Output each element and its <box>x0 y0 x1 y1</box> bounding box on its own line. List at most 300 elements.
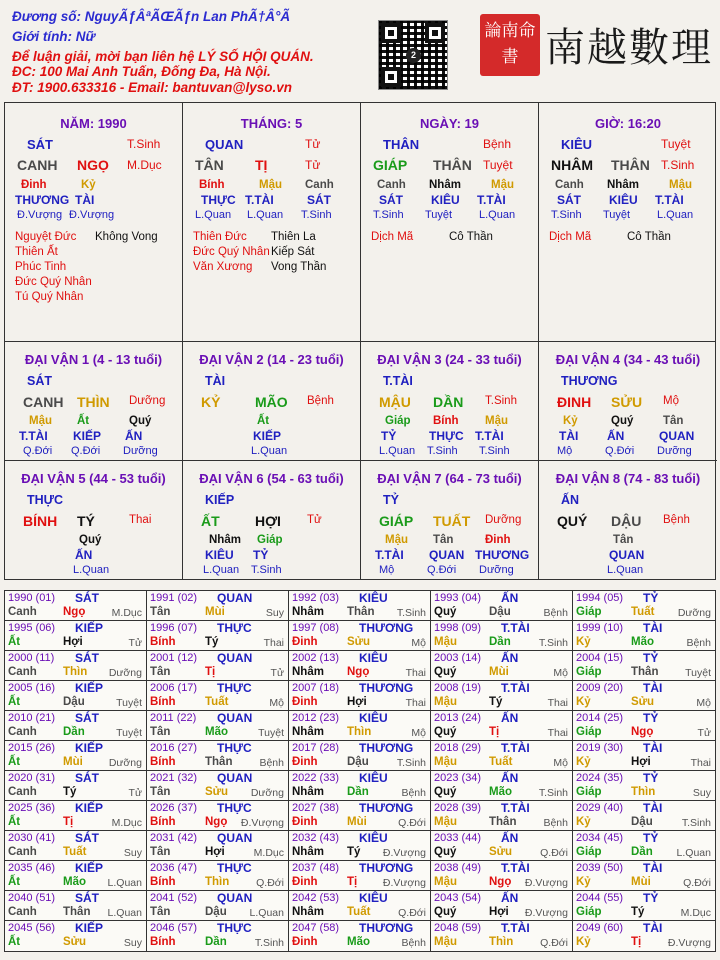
hidden-ten-god: QUAN <box>609 548 645 562</box>
year-cell[interactable] <box>147 681 289 711</box>
year-cell[interactable] <box>289 591 431 621</box>
year-stem: Nhâm <box>292 666 324 678</box>
hidden-state: L.Quan <box>195 209 232 221</box>
year-label: 2041 (52) <box>150 892 198 904</box>
pillar-stem-state: T.Sinh <box>127 137 161 151</box>
year-state: Đ.Vượng <box>667 937 711 949</box>
year-state: Suy <box>692 787 711 799</box>
year-cell[interactable] <box>5 651 147 681</box>
year-stem: Bính <box>150 876 176 888</box>
year-cell[interactable] <box>573 831 715 861</box>
year-cell[interactable] <box>5 621 147 651</box>
year-cell[interactable] <box>5 741 147 771</box>
year-cell[interactable] <box>289 741 431 771</box>
pillar-stem: CANH <box>17 157 58 173</box>
year-state: Mộ <box>553 667 568 679</box>
hidden-ten-god: TÀI <box>75 193 95 207</box>
year-stem: Kỷ <box>576 876 591 888</box>
year-stem: Giáp <box>576 786 602 798</box>
year-branch: Sửu <box>63 936 87 948</box>
year-stem: Tân <box>150 666 171 678</box>
pillar-branch-state: T.Sinh <box>661 158 695 172</box>
year-branch: Tuất <box>631 606 655 618</box>
year-branch: Dần <box>489 636 511 648</box>
year-cell[interactable] <box>431 831 573 861</box>
year-cell[interactable] <box>573 921 715 951</box>
hidden-stem: Quý <box>79 534 102 546</box>
year-state: Dưỡng <box>108 757 142 769</box>
year-cell[interactable] <box>289 891 431 921</box>
dai-van-4[interactable] <box>539 342 717 461</box>
shensha-left: Đức Quý Nhân <box>193 246 270 258</box>
year-cell[interactable] <box>431 921 573 951</box>
hidden-ten-god: KIÊU <box>205 548 234 562</box>
hidden-stem: Tân <box>433 534 454 546</box>
year-branch: Hợi <box>347 696 367 708</box>
year-ten-god: ẤN <box>501 891 519 905</box>
dai-van-stem: MẬU <box>379 394 411 410</box>
year-label: 2021 (32) <box>150 772 198 784</box>
year-cell[interactable] <box>573 741 715 771</box>
dai-van-stem: QUÝ <box>557 513 588 529</box>
year-branch: Tị <box>63 816 74 828</box>
year-ten-god: TỶ <box>643 831 659 845</box>
year-ten-god: THƯƠNG <box>359 861 414 875</box>
year-label: 2005 (16) <box>8 682 56 694</box>
year-branch: Mão <box>347 936 370 948</box>
dai-van-state: Bệnh <box>663 514 690 526</box>
dai-van-ten-god: THƯƠNG <box>561 374 618 388</box>
year-label: 1999 (10) <box>576 622 624 634</box>
year-branch: Thân <box>205 756 233 768</box>
year-cell[interactable] <box>573 681 715 711</box>
year-stem: Giáp <box>576 846 602 858</box>
dai-van-2[interactable] <box>183 342 361 461</box>
year-branch: Mùi <box>631 876 651 888</box>
year-label: 2002 (13) <box>292 652 340 664</box>
year-state: Mộ <box>269 697 284 709</box>
year-label: 2037 (48) <box>292 862 340 874</box>
year-label: 1998 (09) <box>434 622 482 634</box>
year-cell[interactable] <box>289 771 431 801</box>
dai-van-ten-god: ẤN <box>561 493 580 507</box>
pillar-stem: NHÂM <box>551 157 593 173</box>
year-cell[interactable] <box>5 921 147 951</box>
year-cell[interactable] <box>573 891 715 921</box>
hidden-state: T.Sinh <box>427 445 458 457</box>
year-cell[interactable] <box>431 621 573 651</box>
year-branch: Ngọ <box>631 726 654 738</box>
year-branch: Dần <box>63 726 85 738</box>
year-branch: Tuất <box>205 696 229 708</box>
year-cell[interactable] <box>431 801 573 831</box>
dai-van-state: Dưỡng <box>485 514 522 526</box>
year-ten-god: TỶ <box>643 711 659 725</box>
year-ten-god: TÀI <box>643 921 663 935</box>
year-label: 2046 (57) <box>150 922 198 934</box>
year-state: Tuyệt <box>116 727 142 739</box>
year-branch: Dậu <box>205 906 227 918</box>
hidden-ten-god: KIẾP <box>253 429 282 443</box>
hidden-ten-god: ẤN <box>75 548 93 562</box>
year-label: 2017 (28) <box>292 742 340 754</box>
year-cell[interactable] <box>431 771 573 801</box>
hidden-state: T.Sinh <box>301 209 332 221</box>
year-cell[interactable] <box>573 591 715 621</box>
year-stem: Canh <box>8 606 37 618</box>
address: ĐC: 100 Mai Anh Tuấn, Đống Đa, Hà Nội. <box>12 64 271 79</box>
hidden-state: L.Quan <box>607 564 644 576</box>
year-cell[interactable] <box>289 861 431 891</box>
year-cell[interactable] <box>431 711 573 741</box>
year-branch: Ngọ <box>347 666 370 678</box>
pillar-ten-god: QUAN <box>205 137 244 152</box>
year-state: Mộ <box>411 637 426 649</box>
year-cell[interactable] <box>5 771 147 801</box>
year-cell[interactable] <box>289 801 431 831</box>
dai-van-title: ĐẠI VẬN 6 (54 - 63 tuổi) <box>199 471 344 486</box>
year-cell[interactable] <box>5 711 147 741</box>
year-cell[interactable] <box>147 831 289 861</box>
year-label: 2007 (18) <box>292 682 340 694</box>
year-cell[interactable] <box>5 591 147 621</box>
year-stem: Quý <box>434 786 457 798</box>
year-state: T.Sinh <box>538 637 568 649</box>
year-branch: Thìn <box>489 936 514 948</box>
year-stem: Tân <box>150 786 171 798</box>
dai-van-stem: ĐINH <box>557 394 592 410</box>
year-cell[interactable] <box>147 741 289 771</box>
year-ten-god: SÁT <box>75 711 99 725</box>
year-cell[interactable] <box>431 891 573 921</box>
year-cell[interactable] <box>431 651 573 681</box>
year-state: Dưỡng <box>250 787 284 799</box>
year-label: 2008 (19) <box>434 682 482 694</box>
dai-van-stem: CANH <box>23 394 64 410</box>
dai-van-ten-god: SÁT <box>27 374 52 388</box>
pillar-ten-god: THÂN <box>383 137 420 152</box>
year-stem: Bính <box>150 756 176 768</box>
year-stem: Kỷ <box>576 636 591 648</box>
shensha-left: Thiên Đức <box>193 231 247 243</box>
dai-van-branch: SỬU <box>611 394 643 410</box>
dai-van-title: ĐẠI VẬN 1 (4 - 13 tuổi) <box>24 352 163 367</box>
shensha-left: Văn Xương <box>193 261 253 273</box>
year-cell[interactable] <box>147 651 289 681</box>
dai-van-branch: THÌN <box>77 394 110 410</box>
pillar-title: THÁNG: 5 <box>240 116 303 131</box>
pillar-branch: THÂN <box>433 157 472 173</box>
hidden-ten-god: SÁT <box>557 193 581 207</box>
year-ten-god: KIẾP <box>75 921 104 935</box>
year-cell[interactable] <box>147 921 289 951</box>
year-ten-god: ẤN <box>501 651 519 665</box>
year-branch: Hợi <box>63 636 83 648</box>
year-branch: Sửu <box>347 636 371 648</box>
year-state: Đ.Vượng <box>382 877 426 889</box>
year-state: Thai <box>263 637 284 649</box>
year-ten-god: TỶ <box>643 651 659 665</box>
year-cell[interactable] <box>147 861 289 891</box>
dai-van-3[interactable] <box>361 342 539 461</box>
hidden-stem: Quý <box>129 415 152 427</box>
year-ten-god: TÀI <box>643 681 663 695</box>
year-branch: Mùi <box>63 756 83 768</box>
hidden-ten-god: KIẾP <box>73 429 102 443</box>
year-stem: Kỷ <box>576 756 591 768</box>
year-branch: Ngọ <box>63 606 86 618</box>
year-ten-god: ẤN <box>501 831 519 845</box>
year-ten-god: ẤN <box>501 771 519 785</box>
year-label: 1992 (03) <box>292 592 340 604</box>
year-branch: Thân <box>631 666 659 678</box>
dai-van-grid <box>4 342 716 580</box>
hidden-state: T.Sinh <box>373 209 404 221</box>
year-branch: Tý <box>63 786 77 798</box>
year-branch: Sửu <box>205 786 229 798</box>
year-stem: Giáp <box>576 906 602 918</box>
dai-van-branch: TÝ <box>77 513 95 529</box>
year-branch: Dậu <box>347 756 369 768</box>
year-state: T.Sinh <box>538 787 568 799</box>
year-stem: Canh <box>8 726 37 738</box>
dai-van-7[interactable] <box>361 461 539 580</box>
year-cell[interactable] <box>147 591 289 621</box>
year-state: L.Quan <box>249 907 284 919</box>
year-label: 2026 (37) <box>150 802 198 814</box>
year-stem: Mậu <box>434 756 457 768</box>
year-branch: Tị <box>205 666 216 678</box>
dai-van-state: Tử <box>307 514 322 526</box>
year-cell[interactable] <box>147 891 289 921</box>
year-state: Suy <box>265 607 284 619</box>
hidden-state: T.Sinh <box>479 445 510 457</box>
year-stem: Nhâm <box>292 606 324 618</box>
phone-email: ĐT: 1900.633316 - Email: bantuvan@lyso.vn <box>12 80 293 95</box>
shensha-right: Không Vong <box>95 231 158 243</box>
dai-van-title: ĐẠI VẬN 5 (44 - 53 tuổi) <box>21 471 166 486</box>
hidden-stem: Ất <box>77 415 90 427</box>
year-cell[interactable] <box>573 621 715 651</box>
year-label: 2039 (50) <box>576 862 624 874</box>
year-branch: Tý <box>631 906 645 918</box>
year-cell[interactable] <box>147 711 289 741</box>
year-label: 1996 (07) <box>150 622 198 634</box>
dai-van-branch: MÃO <box>255 394 288 410</box>
shensha-left: Đức Quý Nhân <box>15 276 92 288</box>
shensha-right: Vong Thần <box>271 261 327 273</box>
year-label: 2048 (59) <box>434 922 482 934</box>
year-state: M.Dục <box>111 817 142 829</box>
year-stem: Ất <box>8 636 21 648</box>
year-cell[interactable] <box>147 771 289 801</box>
year-stem: Canh <box>8 906 37 918</box>
hidden-ten-god: TỶ <box>381 429 397 443</box>
year-state: Tử <box>697 727 711 739</box>
year-label: 1994 (05) <box>576 592 624 604</box>
year-branch: Tý <box>205 636 219 648</box>
hidden-stem: Canh <box>377 179 406 191</box>
dai-van-branch: HỢI <box>255 513 281 529</box>
year-cell[interactable] <box>5 801 147 831</box>
year-cell[interactable] <box>289 711 431 741</box>
year-branch: Dần <box>205 936 227 948</box>
year-state: Q.Đới <box>256 877 284 889</box>
year-stem: Mậu <box>434 876 457 888</box>
year-stem: Giáp <box>576 666 602 678</box>
pillar-title: NĂM: 1990 <box>60 116 127 131</box>
year-cell[interactable] <box>5 831 147 861</box>
year-ten-god: T.TÀI <box>501 921 530 935</box>
dai-van-8[interactable] <box>539 461 717 580</box>
year-state: Bệnh <box>401 787 426 799</box>
shensha-right: Cô Thần <box>449 231 493 243</box>
year-state: Q.Đới <box>398 907 426 919</box>
year-stem: Bính <box>150 696 176 708</box>
year-cell[interactable] <box>573 801 715 831</box>
year-cell[interactable] <box>289 651 431 681</box>
year-state: Mộ <box>553 757 568 769</box>
year-branch: Sửu <box>489 846 513 858</box>
pillar-branch: NGỌ <box>77 157 109 173</box>
year-cell[interactable] <box>5 891 147 921</box>
year-ten-god: TỶ <box>643 591 659 605</box>
year-label: 2028 (39) <box>434 802 482 814</box>
red-seal-logo: 論南命書 <box>480 14 540 76</box>
hidden-state: Dưỡng <box>479 564 514 576</box>
year-cell[interactable] <box>573 771 715 801</box>
year-cell[interactable] <box>431 681 573 711</box>
year-stem: Đinh <box>292 756 318 768</box>
year-cell[interactable] <box>573 711 715 741</box>
pillar-branch: TỊ <box>255 157 268 173</box>
year-stem: Quý <box>434 666 457 678</box>
hidden-stem: Mậu <box>491 179 514 191</box>
year-label: 2016 (27) <box>150 742 198 754</box>
year-stem: Tân <box>150 606 171 618</box>
hidden-stem: Mậu <box>29 415 52 427</box>
year-label: 2033 (44) <box>434 832 482 844</box>
year-cell[interactable] <box>431 741 573 771</box>
year-branch: Ngọ <box>205 816 228 828</box>
contact-note: Để luận giải, mời bạn liên hệ LÝ SỐ HỘI QUÁN. <box>12 49 314 64</box>
year-ten-god: QUAN <box>217 891 253 905</box>
year-label: 2043 (54) <box>434 892 482 904</box>
pillar-stem-state: Tử <box>305 137 321 151</box>
year-cell[interactable] <box>431 591 573 621</box>
shensha-left: Tú Quý Nhân <box>15 291 84 303</box>
year-ten-god: KIẾP <box>75 681 104 695</box>
year-cell[interactable] <box>289 681 431 711</box>
hidden-ten-god: T.TÀI <box>655 193 684 207</box>
hidden-stem: Mậu <box>485 415 508 427</box>
hidden-stem: Nhâm <box>209 534 241 546</box>
shensha-right: Thiên La <box>271 231 316 243</box>
year-branch: Mão <box>631 636 654 648</box>
year-branch: Tuất <box>63 846 87 858</box>
shensha-left: Phúc Tinh <box>15 261 67 273</box>
year-stem: Canh <box>8 666 37 678</box>
year-state: Bệnh <box>259 757 284 769</box>
year-label: 2013 (24) <box>434 712 482 724</box>
year-stem: Bính <box>150 636 176 648</box>
year-cell[interactable] <box>289 621 431 651</box>
year-cell[interactable] <box>573 861 715 891</box>
pillar-stem-state: Bệnh <box>483 137 512 151</box>
hidden-state: Mộ <box>379 564 395 576</box>
year-label: 2042 (53) <box>292 892 340 904</box>
year-cell[interactable] <box>5 681 147 711</box>
dai-van-1[interactable] <box>5 342 183 461</box>
year-state: Tử <box>128 637 142 649</box>
year-cell[interactable] <box>289 831 431 861</box>
hidden-state: Dưỡng <box>657 445 692 457</box>
year-label: 2036 (47) <box>150 862 198 874</box>
hidden-stem: Tân <box>663 415 684 427</box>
dai-van-stem: GIÁP <box>379 513 414 529</box>
hidden-ten-god: KIÊU <box>431 193 460 207</box>
hidden-ten-god: T.TÀI <box>475 429 504 443</box>
hidden-state: T.Sinh <box>551 209 582 221</box>
hidden-state: L.Quan <box>247 209 284 221</box>
year-branch: Tị <box>347 876 358 888</box>
year-ten-god: KIÊU <box>359 711 388 725</box>
header <box>0 0 720 100</box>
year-ten-god: THƯƠNG <box>359 741 414 755</box>
year-ten-god: THỰC <box>217 921 252 935</box>
dai-van-ten-god: KIẾP <box>205 493 235 507</box>
dai-van-5[interactable] <box>5 461 183 580</box>
pillar-title: GIỜ: 16:20 <box>594 116 661 131</box>
year-stem: Đinh <box>292 876 318 888</box>
hidden-ten-god: ẤN <box>607 429 625 443</box>
hidden-stem: Quý <box>611 415 634 427</box>
hidden-state: L.Quan <box>479 209 516 221</box>
year-ten-god: ẤN <box>501 711 519 725</box>
dai-van-branch: TUẤT <box>433 513 471 529</box>
year-label: 2045 (56) <box>8 922 56 934</box>
year-state: M.Dục <box>253 847 284 859</box>
pillar-branch-state: Tuyệt <box>483 158 513 172</box>
year-cell[interactable] <box>147 801 289 831</box>
hidden-state: L.Quan <box>657 209 694 221</box>
year-cell[interactable] <box>147 621 289 651</box>
year-stem: Tân <box>150 726 171 738</box>
year-branch: Tị <box>489 726 500 738</box>
year-label: 2044 (55) <box>576 892 624 904</box>
dai-van-6[interactable] <box>183 461 361 580</box>
hidden-state: L.Quan <box>73 564 110 576</box>
year-cell[interactable] <box>431 861 573 891</box>
year-label: 2022 (33) <box>292 772 340 784</box>
year-ten-god: THỰC <box>217 741 252 755</box>
pillar-stem: GIÁP <box>373 157 408 173</box>
year-ten-god: THỰC <box>217 861 252 875</box>
year-stem: Canh <box>8 846 37 858</box>
qr-code-icon[interactable]: 2 <box>378 20 448 90</box>
year-cell[interactable] <box>5 861 147 891</box>
year-ten-god: KIẾP <box>75 741 104 755</box>
hidden-ten-god: KIÊU <box>609 193 638 207</box>
year-cell[interactable] <box>289 921 431 951</box>
year-label: 2023 (34) <box>434 772 482 784</box>
year-ten-god: TÀI <box>643 621 663 635</box>
year-state: Tuyệt <box>685 667 711 679</box>
dai-van-state: Thai <box>129 514 152 526</box>
hidden-stem: Đinh <box>21 179 47 191</box>
year-cell[interactable] <box>573 651 715 681</box>
hidden-stem: Tân <box>613 534 634 546</box>
